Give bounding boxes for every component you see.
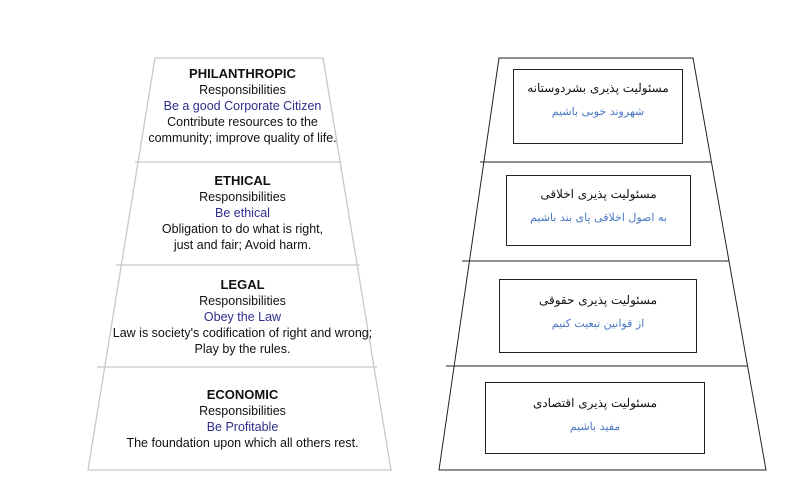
tier-label: Responsibilities <box>199 404 286 418</box>
tier-label: Responsibilities <box>199 83 286 97</box>
tier-title: ETHICAL <box>214 173 271 188</box>
persian-tier-subtitle: شهروند خوبی باشیم <box>551 105 645 118</box>
tier-description-line: just and fair; Avoid harm. <box>173 238 312 252</box>
tier-description-line: Obligation to do what is right, <box>161 222 324 236</box>
tier-motto: Be a good Corporate Citizen <box>163 99 322 113</box>
tier-title: ECONOMIC <box>206 387 279 402</box>
tier-title: PHILANTHROPIC <box>189 66 296 81</box>
tier-title: LEGAL <box>220 277 265 292</box>
persian-tier-title: مسئولیت پذیری بشردوستانه <box>527 81 669 95</box>
persian-tier-ethical <box>506 175 691 246</box>
tier-label: Responsibilities <box>199 294 286 308</box>
persian-tier-title: مسئولیت پذیری اخلاقی <box>540 187 657 201</box>
persian-tier-title: مسئولیت پذیری اقتصادی <box>532 396 658 410</box>
tier-label: Responsibilities <box>199 190 286 204</box>
persian-tier-subtitle: مفید باشیم <box>569 420 621 433</box>
tier-description-line: Law is society's codification of right and wrong; <box>112 326 373 340</box>
tier-motto: Be ethical <box>215 206 270 220</box>
persian-tier-legal <box>499 279 697 353</box>
tier-description-line: Play by the rules. <box>194 342 291 356</box>
tier-philanthropic <box>100 66 385 146</box>
tier-ethical <box>100 173 385 253</box>
tier-description-line: community; improve quality of life. <box>148 131 337 145</box>
persian-tier-subtitle: به اصول اخلاقی پای بند باشیم <box>530 211 667 224</box>
tier-motto: Be Profitable <box>206 420 279 434</box>
tier-description-line: Contribute resources to the <box>167 115 318 129</box>
persian-tier-title: مسئولیت پذیری حقوقی <box>538 293 658 307</box>
persian-tier-philanthropic <box>513 69 683 144</box>
tier-description-line: The foundation upon which all others rest. <box>126 436 359 450</box>
tier-motto: Obey the Law <box>203 310 282 324</box>
persian-tier-subtitle: از قوانین تبعیت کنیم <box>551 317 645 330</box>
tier-economic <box>90 387 395 451</box>
tier-legal <box>90 277 395 357</box>
persian-tier-economic <box>485 382 705 454</box>
